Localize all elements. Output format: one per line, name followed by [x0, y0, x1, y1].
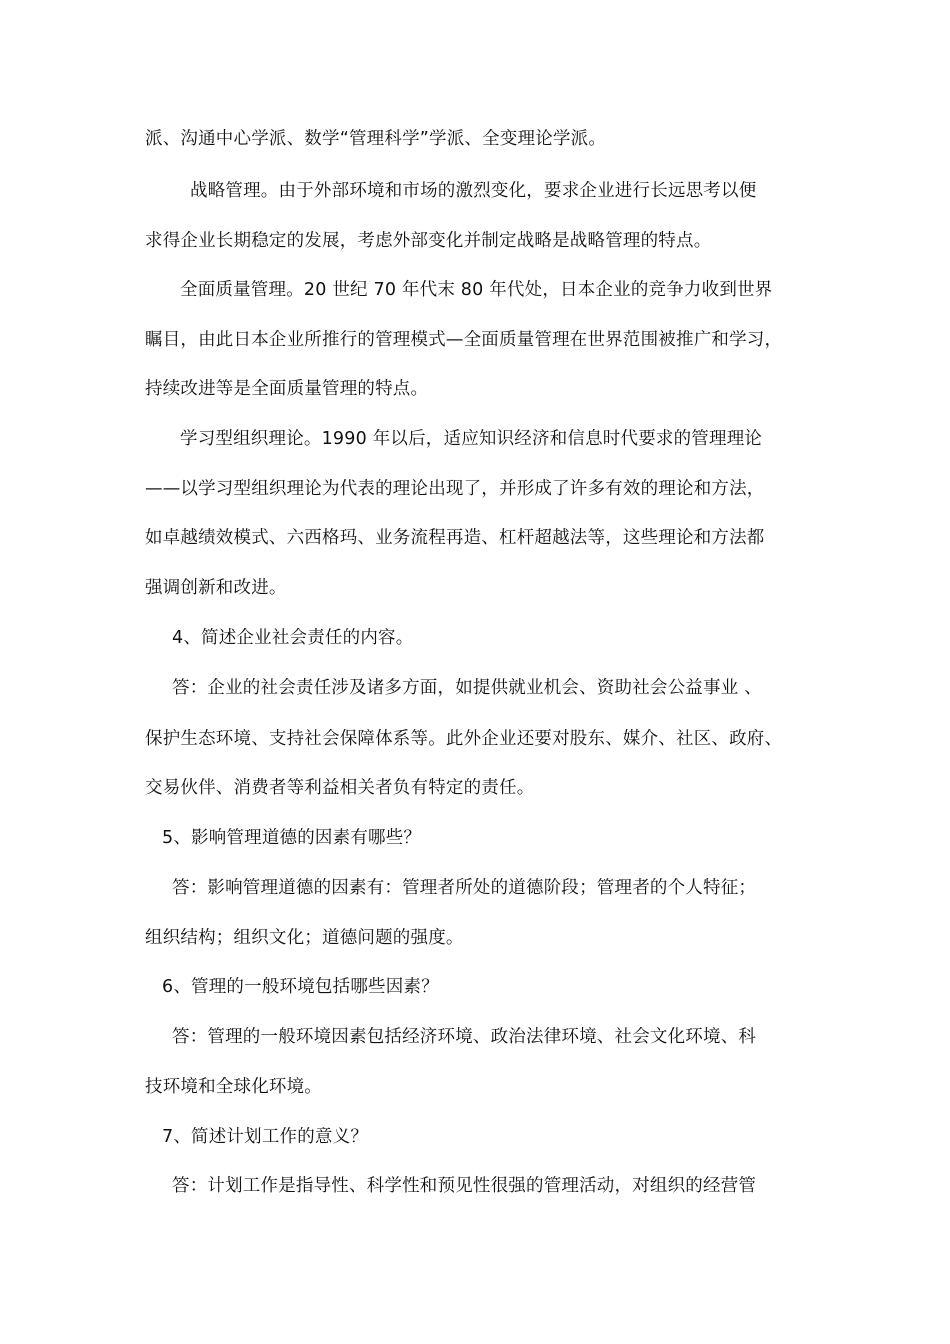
question-6: 6、管理的一般环境包括哪些因素？ [162, 977, 439, 997]
text-line: 瞩目，由此日本企业所推行的管理模式—全面质量管理在世界范围被推广和学习， [145, 330, 783, 350]
answer-7: 答：计划工作是指导性、科学性和预见性很强的管理活动，对组织的经营管 [172, 1176, 757, 1196]
paragraph-tqm: 全面质量管理。20 世纪 70 年代末 80 年代处，日本企业的竞争力收到世界 [180, 280, 773, 300]
text-line: 派、沟通中心学派、数学“管理科学”学派、全变理论学派。 [145, 129, 607, 149]
answer-6: 答：管理的一般环境因素包括经济环境、政治法律环境、社会文化环境、科 [172, 1027, 757, 1047]
text-line: 组织结构；组织文化；道德问题的强度。 [145, 928, 464, 948]
text-line: 如卓越绩效模式、六西格玛、业务流程再造、杠杆超越法等，这些理论和方法都 [145, 528, 765, 548]
paragraph-strategic-management: 战略管理。由于外部环境和市场的激烈变化，要求企业进行长远思考以便 [190, 181, 757, 201]
text-line: 交易伙伴、消费者等利益相关者负有特定的责任。 [145, 778, 535, 798]
text-line: 持续改进等是全面质量管理的特点。 [145, 379, 429, 399]
question-7: 7、简述计划工作的意义？ [162, 1127, 369, 1147]
text-line: 技环境和全球化环境。 [145, 1077, 322, 1097]
paragraph-learning-organization: 学习型组织理论。1990 年以后，适应知识经济和信息时代要求的管理理论 [180, 429, 763, 449]
question-5: 5、影响管理道德的因素有哪些？ [162, 828, 422, 848]
answer-5: 答：影响管理道德的因素有：管理者所处的道德阶段；管理者的个人特征； [172, 878, 757, 898]
answer-4: 答：企业的社会责任涉及诸多方面，如提供就业机会、资助社会公益事业 、 [172, 678, 762, 698]
text-line: 保护生态环境、支持社会保障体系等。此外企业还要对股东、媒介、社区、政府、 [145, 729, 783, 749]
text-line: ——以学习型组织理论为代表的理论出现了，并形成了许多有效的理论和方法， [145, 479, 765, 499]
question-4: 4、简述企业社会责任的内容。 [172, 628, 414, 648]
text-line: 求得企业长期稳定的发展，考虑外部变化并制定战略是战略管理的特点。 [145, 231, 712, 251]
text-line: 强调创新和改进。 [145, 578, 287, 598]
